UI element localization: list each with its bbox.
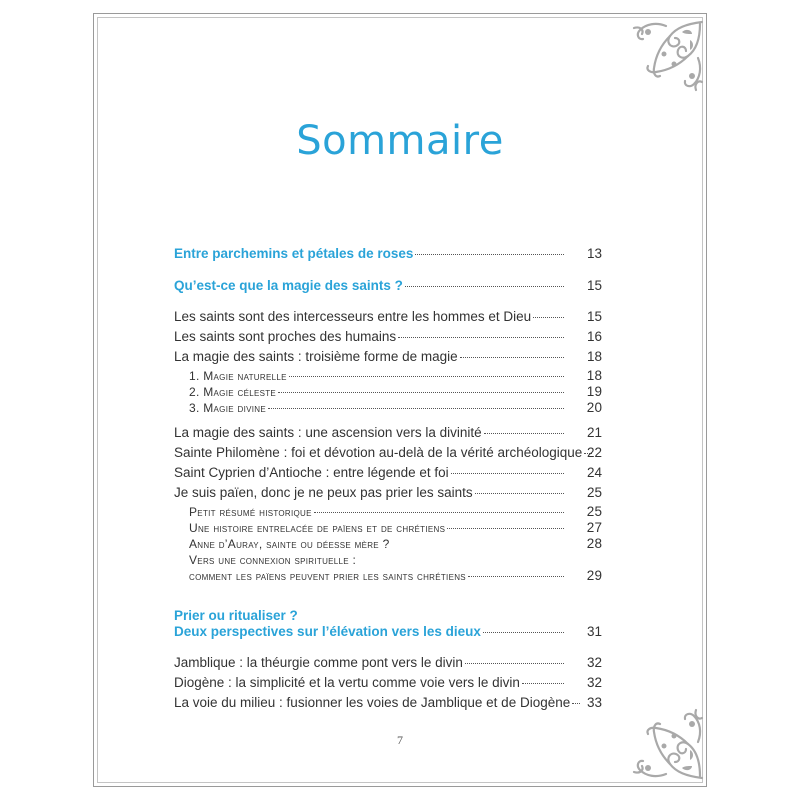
- toc-entry-page: 19: [586, 384, 603, 399]
- toc-entry-label: Les saints sont proches des humains: [174, 329, 397, 344]
- toc-entry[interactable]: [174, 675, 603, 691]
- toc-entry-page: 25: [586, 504, 603, 519]
- toc-leader: [398, 337, 564, 338]
- toc-entry[interactable]: [174, 445, 603, 461]
- toc-entry-label: comment les païens peuvent prier les saints chrétiens: [189, 569, 466, 583]
- toc-entry-page: 16: [586, 329, 603, 344]
- toc-leader: [278, 392, 564, 393]
- toc-entry-label: Qu’est-ce que la magie des saints ?: [174, 278, 403, 293]
- toc-entry-page: 27: [586, 520, 603, 535]
- toc-entry[interactable]: [174, 278, 603, 294]
- toc-entry[interactable]: [189, 553, 566, 567]
- toc-leader: [522, 683, 564, 684]
- toc-entry[interactable]: [174, 624, 603, 640]
- toc-leader: [572, 703, 580, 704]
- toc-leader: [475, 493, 564, 494]
- toc-entry-label: Les saints sont des intercesseurs entre les hommes et Dieu: [174, 309, 532, 324]
- toc-entry-label: 2. Magie céleste: [189, 385, 277, 399]
- toc-entry-label: Entre parchemins et pétales de roses: [174, 246, 414, 261]
- toc-leader: [468, 576, 564, 577]
- toc-entry[interactable]: [174, 246, 603, 262]
- toc-leader: [314, 512, 564, 513]
- toc-entry-label: Deux perspectives sur l’élévation vers les dieux: [174, 624, 481, 639]
- toc-entry-page: 15: [586, 309, 603, 324]
- toc-leader: [405, 286, 564, 287]
- toc-entry-page: 20: [586, 400, 603, 415]
- toc-entry-label: Prier ou ritualiser ?: [174, 608, 298, 623]
- toc-entry-label: Jamblique : la théurgie comme pont vers le divin: [174, 655, 463, 670]
- toc-entry-label: Je suis païen, donc je ne peux pas prier les saints: [174, 485, 473, 500]
- toc-entry-page: 28: [586, 536, 603, 551]
- toc-entry[interactable]: [174, 309, 603, 325]
- toc-entry-label: Une histoire entrelacée de païens et de chrétiens: [189, 521, 446, 535]
- toc-leader: [268, 408, 564, 409]
- toc-entry-page: 31: [586, 624, 603, 639]
- toc-entry[interactable]: [174, 349, 603, 365]
- toc-entry[interactable]: [189, 504, 603, 519]
- toc-leader: [289, 376, 564, 377]
- toc-entry-page: 24: [586, 465, 603, 480]
- toc-entry[interactable]: [174, 465, 603, 481]
- toc-entry-page: 22: [586, 445, 603, 460]
- toc-entry-label: Diogène : la simplicité et la vertu comme voie vers le divin: [174, 675, 520, 690]
- toc-entry-page: 29: [586, 568, 603, 583]
- toc-entry-page: 21: [586, 425, 603, 440]
- toc-leader: [533, 317, 564, 318]
- toc-entry-label: Sainte Philomène : foi et dévotion au-delà de la vérité archéologique: [174, 445, 583, 460]
- page-title: Sommaire: [296, 118, 504, 164]
- toc-leader: [415, 254, 564, 255]
- toc-leader: [484, 433, 564, 434]
- toc-entry-label: Anne d’Auray, sainte ou déesse mère ?: [189, 537, 390, 551]
- toc-entry-page: 18: [586, 368, 603, 383]
- toc-leader: [465, 663, 564, 664]
- toc-entry[interactable]: [174, 655, 603, 671]
- toc-entry-label: La magie des saints : une ascension vers la divinité: [174, 425, 482, 440]
- toc-entry[interactable]: [189, 520, 603, 535]
- toc-entry-label: La voie du milieu : fusionner les voies de Jamblique et de Diogène: [174, 695, 571, 710]
- toc-entry-page: 32: [586, 655, 603, 670]
- toc-entry-page: 18: [586, 349, 603, 364]
- toc-entry-label: Saint Cyprien d’Antioche : entre légende et foi: [174, 465, 449, 480]
- toc-entry-page: 32: [586, 675, 603, 690]
- toc-entry-page: 33: [586, 695, 603, 710]
- toc-entry-label: 1. Magie naturelle: [189, 369, 287, 383]
- toc-entry[interactable]: [189, 384, 603, 399]
- toc-leader: [451, 473, 564, 474]
- toc-entry-page: 15: [586, 278, 603, 293]
- toc-entry[interactable]: [189, 400, 603, 415]
- toc-entry[interactable]: [189, 536, 603, 551]
- toc-leader: [447, 528, 564, 529]
- toc-entry-label: 3. Magie divine: [189, 401, 266, 415]
- toc-entry-page: 13: [586, 246, 603, 261]
- toc-entry[interactable]: [174, 608, 566, 624]
- page-number: 7: [397, 733, 403, 747]
- toc-entry-label: Petit résumé historique: [189, 505, 312, 519]
- toc-leader: [460, 357, 564, 358]
- toc-entry-label: La magie des saints : troisième forme de magie: [174, 349, 458, 364]
- toc-entry[interactable]: [174, 425, 603, 441]
- toc-entry[interactable]: [174, 485, 603, 501]
- toc-entry[interactable]: [189, 568, 603, 583]
- toc-entry-page: 25: [586, 485, 603, 500]
- toc-entry[interactable]: [174, 329, 603, 345]
- toc-entry[interactable]: [189, 368, 603, 383]
- toc-leader: [483, 632, 564, 633]
- toc-entry-label: Vers une connexion spirituelle :: [189, 553, 357, 567]
- toc-entry[interactable]: [174, 695, 603, 711]
